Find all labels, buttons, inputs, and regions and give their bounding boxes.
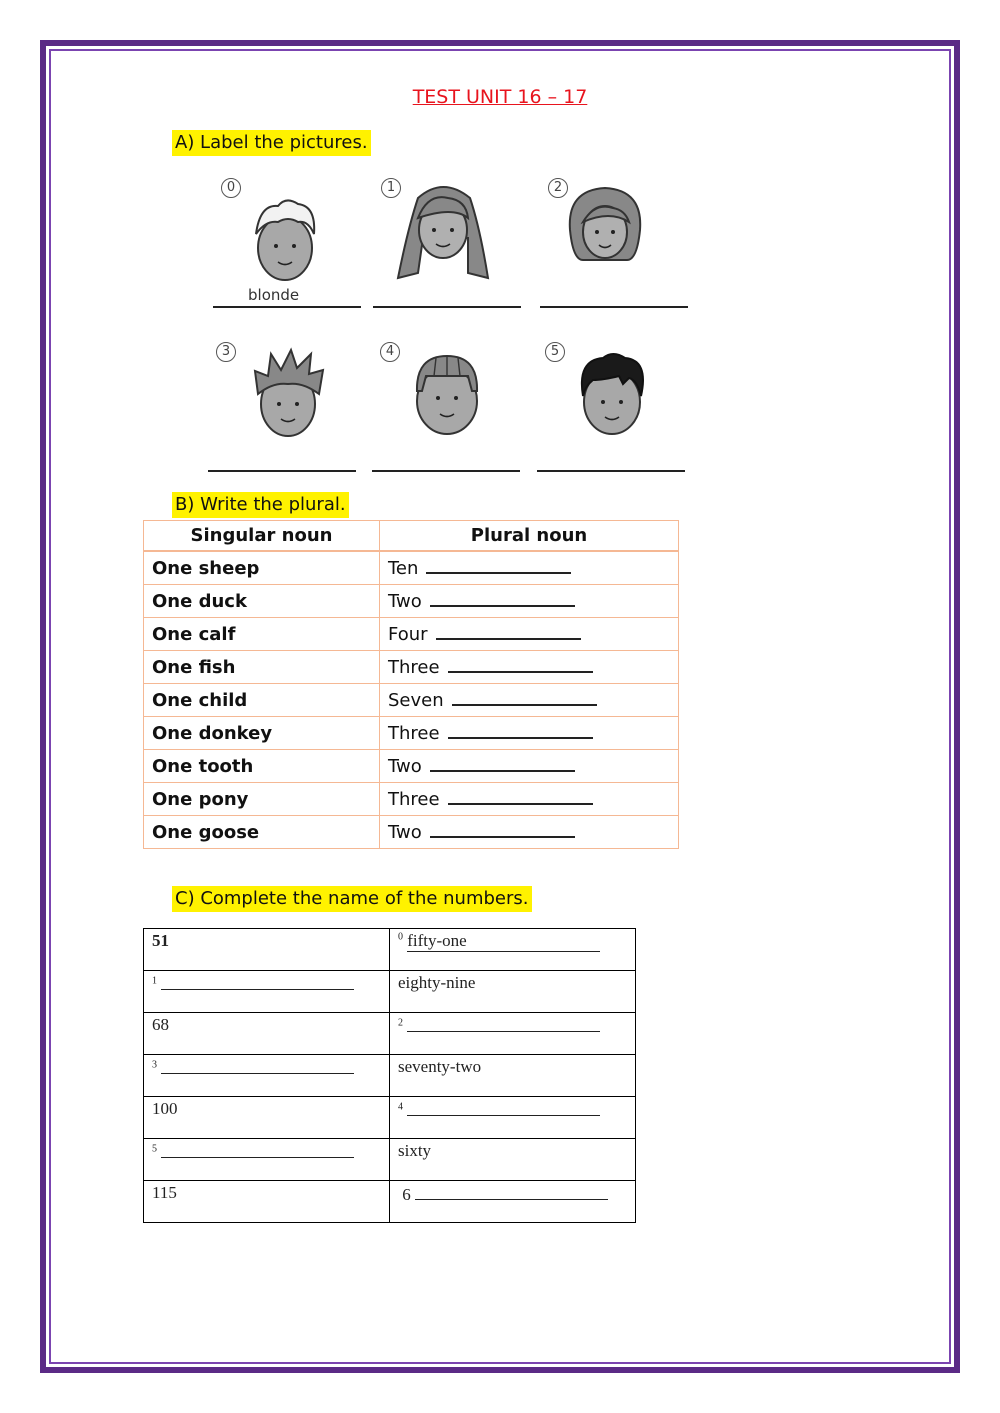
table-header-row <box>144 521 679 552</box>
face-fringe-hair-icon <box>402 346 492 446</box>
answer-blank[interactable] <box>407 1015 600 1032</box>
word-cell <box>390 929 636 971</box>
plural-cell[interactable] <box>380 551 679 585</box>
number-cell[interactable] <box>144 1055 390 1097</box>
picture-4 <box>372 342 522 472</box>
numbers-table <box>143 928 636 1223</box>
word-cell[interactable] <box>390 1181 636 1223</box>
picture-answer: blonde <box>248 286 300 304</box>
item-number: 2 <box>398 1017 403 1029</box>
answer-blank[interactable] <box>448 671 593 673</box>
answer-blank[interactable] <box>452 704 597 706</box>
picture-3 <box>208 342 358 472</box>
singular-cell: One tooth <box>144 750 380 783</box>
face-short-hair-icon <box>555 180 655 280</box>
table-row <box>144 750 679 783</box>
answer-blank[interactable] <box>415 1183 608 1200</box>
number-cell: 100 <box>144 1097 390 1139</box>
picture-number: 2 <box>548 178 568 198</box>
table-row <box>144 684 679 717</box>
singular-cell: One goose <box>144 816 380 849</box>
section-a-heading: A) Label the pictures. <box>172 130 371 156</box>
picture-number: 4 <box>380 342 400 362</box>
example-answer: fifty-one <box>407 931 600 952</box>
answer-blank[interactable] <box>161 973 354 990</box>
answer-line[interactable] <box>540 306 688 308</box>
answer-blank[interactable] <box>161 1057 354 1074</box>
number-cell: 68 <box>144 1013 390 1055</box>
answer-line[interactable] <box>537 470 685 472</box>
plural-cell[interactable] <box>380 816 679 849</box>
page-title: TEST UNIT 16 – 17 <box>412 86 588 108</box>
item-number: 4 <box>398 1101 403 1113</box>
picture-number: 3 <box>216 342 236 362</box>
picture-0 <box>213 178 363 308</box>
item-number: 3 <box>152 1059 157 1071</box>
table-row <box>144 1055 636 1097</box>
table-row <box>144 618 679 651</box>
table-row <box>144 585 679 618</box>
table-row <box>144 1181 636 1223</box>
picture-number: 5 <box>545 342 565 362</box>
plural-cell[interactable] <box>380 684 679 717</box>
item-number: 0 <box>398 931 403 943</box>
number-cell[interactable] <box>144 1139 390 1181</box>
number-cell[interactable] <box>144 971 390 1013</box>
item-number: 6 <box>402 1185 411 1204</box>
face-blonde-icon <box>238 186 328 286</box>
answer-blank[interactable] <box>448 803 593 805</box>
picture-2 <box>540 178 690 308</box>
answer-blank[interactable] <box>430 836 575 838</box>
plural-cell[interactable] <box>380 651 679 684</box>
table-row <box>144 971 636 1013</box>
answer-line[interactable] <box>372 470 520 472</box>
plural-prefix: Seven <box>388 689 444 711</box>
item-number: 5 <box>152 1143 157 1155</box>
answer-blank[interactable] <box>161 1141 354 1158</box>
plural-prefix: Three <box>388 656 440 678</box>
plural-cell[interactable] <box>380 618 679 651</box>
singular-cell: One donkey <box>144 717 380 750</box>
plural-prefix: Two <box>388 821 422 843</box>
face-dark-hair-icon <box>567 346 657 446</box>
answer-blank[interactable] <box>430 605 575 607</box>
word-cell[interactable] <box>390 1097 636 1139</box>
plural-cell[interactable] <box>380 783 679 816</box>
table-row <box>144 816 679 849</box>
picture-1 <box>373 178 523 308</box>
answer-blank[interactable] <box>426 572 571 574</box>
answer-line[interactable] <box>213 306 361 308</box>
number-cell: 115 <box>144 1181 390 1223</box>
section-c-heading: C) Complete the name of the numbers. <box>172 886 532 912</box>
table-row <box>144 651 679 684</box>
plural-prefix: Four <box>388 623 428 645</box>
word-cell: sixty <box>390 1139 636 1181</box>
table-row <box>144 783 679 816</box>
column-header: Singular noun <box>144 521 380 552</box>
plural-cell[interactable] <box>380 717 679 750</box>
singular-cell: One calf <box>144 618 380 651</box>
number-value: 51 <box>152 931 169 950</box>
plural-table <box>143 520 679 849</box>
plural-cell[interactable] <box>380 585 679 618</box>
answer-blank[interactable] <box>430 770 575 772</box>
picture-5 <box>537 342 687 472</box>
word-cell: eighty-nine <box>390 971 636 1013</box>
singular-cell: One fish <box>144 651 380 684</box>
table-row <box>144 1139 636 1181</box>
table-row <box>144 1013 636 1055</box>
table-row <box>144 717 679 750</box>
word-cell[interactable] <box>390 1013 636 1055</box>
plural-prefix: Three <box>388 722 440 744</box>
answer-blank[interactable] <box>436 638 581 640</box>
answer-line[interactable] <box>208 470 356 472</box>
singular-cell: One duck <box>144 585 380 618</box>
singular-cell: One child <box>144 684 380 717</box>
singular-cell: One pony <box>144 783 380 816</box>
picture-number: 0 <box>221 178 241 198</box>
table-row <box>144 1097 636 1139</box>
column-header: Plural noun <box>380 521 679 552</box>
plural-prefix: Two <box>388 590 422 612</box>
picture-number: 1 <box>381 178 401 198</box>
number-cell <box>144 929 390 971</box>
table-row <box>144 551 679 585</box>
plural-cell[interactable] <box>380 750 679 783</box>
plural-prefix: Ten <box>388 557 419 579</box>
section-b-heading: B) Write the plural. <box>172 492 349 518</box>
plural-prefix: Three <box>388 788 440 810</box>
table-row <box>144 929 636 971</box>
plural-prefix: Two <box>388 755 422 777</box>
face-spiky-hair-icon <box>243 346 333 446</box>
answer-line[interactable] <box>373 306 521 308</box>
face-long-hair-icon <box>388 178 498 288</box>
word-cell: seventy-two <box>390 1055 636 1097</box>
item-number: 1 <box>152 975 157 987</box>
answer-blank[interactable] <box>407 1099 600 1116</box>
answer-blank[interactable] <box>448 737 593 739</box>
singular-cell: One sheep <box>144 551 380 585</box>
